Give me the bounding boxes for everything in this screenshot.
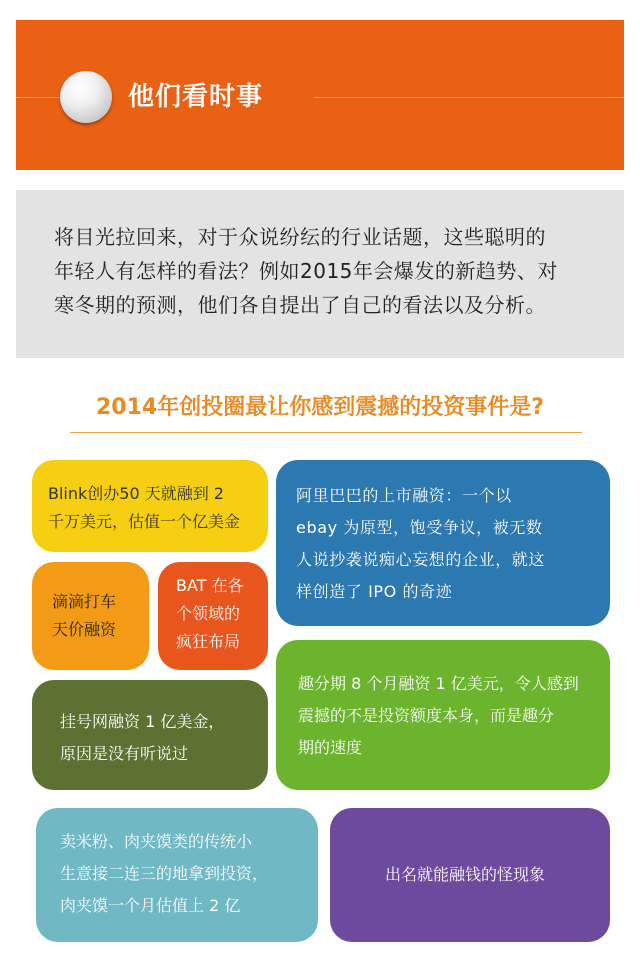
card-line: 疯狂布局 bbox=[176, 632, 241, 651]
card-line: BAT 在各 bbox=[176, 576, 244, 595]
header-banner bbox=[16, 20, 624, 170]
event-card-qufenqi bbox=[276, 640, 610, 790]
card-line: 期的速度 bbox=[298, 738, 363, 757]
card-line: Blink创办50 天就融到 2 bbox=[48, 484, 224, 503]
event-card-guahao bbox=[32, 680, 268, 790]
card-line: 震撼的不是投资额度本身，而是趣分 bbox=[298, 706, 555, 725]
banner-divider-left bbox=[16, 97, 62, 98]
card-line: 挂号网融资 1 亿美金， bbox=[60, 712, 225, 731]
event-card-blink bbox=[32, 460, 268, 552]
card-line: 千万美元，估值一个亿美金 bbox=[48, 512, 241, 531]
intro-line: 将目光拉回来，对于众说纷纭的行业话题，这些聪明的 bbox=[54, 225, 546, 249]
intro-line: 年轻人有怎样的看法？例如2015年会爆发的新趋势、对 bbox=[54, 259, 558, 283]
event-card-bat bbox=[158, 562, 268, 670]
card-line: 趣分期 8 个月融资 1 亿美元，令人感到 bbox=[298, 674, 579, 693]
card-line: 原因是没有听说过 bbox=[60, 744, 189, 763]
card-line: 阿里巴巴的上市融资：一个以 bbox=[296, 486, 512, 505]
card-line: 生意接二连三的地拿到投资， bbox=[60, 864, 269, 883]
intro-text bbox=[54, 220, 602, 322]
card-line: 出名就能融钱的怪现象 bbox=[384, 865, 545, 884]
card-line: 人说抄袭说痴心妄想的企业，就这 bbox=[296, 550, 546, 569]
banner-divider-right bbox=[314, 97, 624, 98]
card-line: 滴滴打车 bbox=[52, 592, 117, 611]
event-card-alibaba bbox=[276, 460, 610, 626]
intro-panel bbox=[16, 190, 624, 358]
card-line: ebay 为原型，饱受争议，被无数 bbox=[296, 518, 543, 537]
question-heading: 2014年创投圈最让你感到震撼的投资事件是? bbox=[96, 395, 544, 420]
event-card-didi bbox=[32, 562, 149, 670]
card-line: 个领域的 bbox=[176, 604, 241, 623]
card-line: 肉夹馍一个月估值上 2 亿 bbox=[60, 896, 241, 915]
card-line: 卖米粉、肉夹馍类的传统小 bbox=[60, 832, 253, 851]
circle-bullet-icon bbox=[60, 71, 112, 123]
question-underline bbox=[70, 432, 582, 433]
event-card-roujiamo bbox=[36, 808, 318, 942]
intro-line: 寒冬期的预测，他们各自提出了自己的看法以及分析。 bbox=[54, 293, 546, 317]
section-title: 他们看时事 bbox=[128, 82, 264, 112]
event-card-fame-funding bbox=[330, 808, 610, 942]
card-line: 天价融资 bbox=[52, 620, 117, 639]
card-line: 样创造了 IPO 的奇迹 bbox=[296, 582, 453, 601]
